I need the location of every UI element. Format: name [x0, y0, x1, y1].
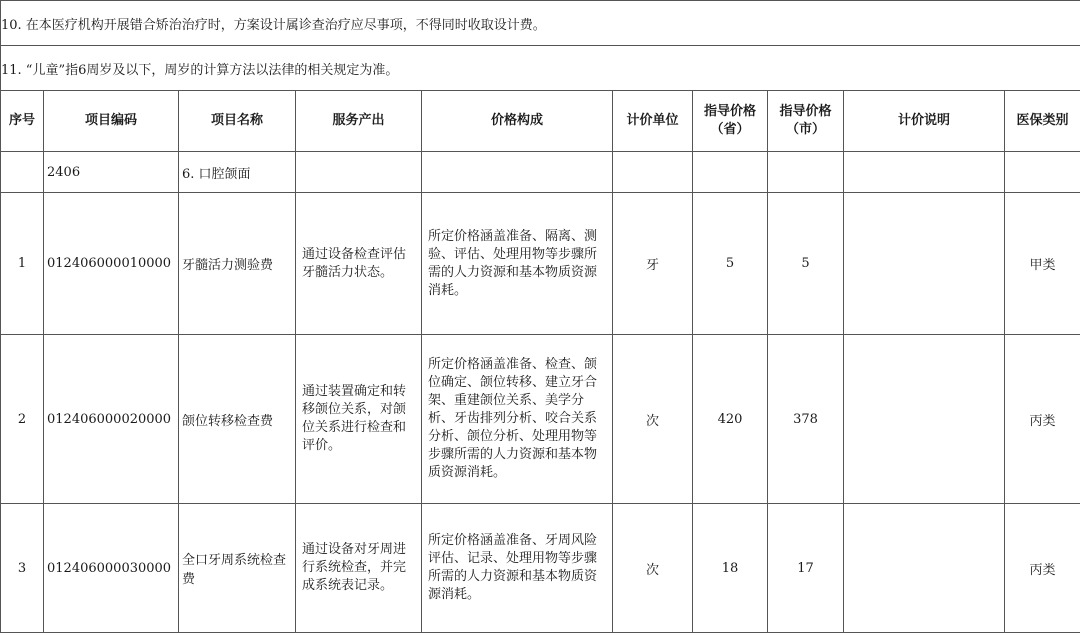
row-seq: 3 [1, 504, 44, 633]
header-code: 项目编码 [44, 91, 179, 152]
category-seq [1, 152, 44, 193]
empty-cell [768, 152, 844, 193]
header-seq: 序号 [1, 91, 44, 152]
row-note [844, 335, 1005, 504]
empty-cell [844, 152, 1005, 193]
row-name: 全口牙周系统检查费 [179, 504, 296, 633]
row-code: 012406000020000 [44, 335, 179, 504]
row-name: 牙髓活力测验费 [179, 193, 296, 335]
category-name: 6. 口腔颌面 [179, 152, 296, 193]
header-row [1, 91, 1080, 152]
header-note: 计价说明 [844, 91, 1005, 152]
header-output: 服务产出 [296, 91, 422, 152]
category-code: 2406 [44, 152, 179, 193]
row-unit: 次 [613, 504, 693, 633]
row-name: 颌位转移检查费 [179, 335, 296, 504]
table-row [1, 335, 1080, 504]
header-insurance: 医保类别 [1005, 91, 1080, 152]
row-insurance: 丙类 [1005, 504, 1080, 633]
row-insurance: 甲类 [1005, 193, 1080, 335]
row-price-province: 5 [693, 193, 768, 335]
row-output: 通过装置确定和转移颌位关系，对颌位关系进行检查和评价。 [296, 335, 422, 504]
header-name: 项目名称 [179, 91, 296, 152]
row-seq: 2 [1, 335, 44, 504]
empty-cell [422, 152, 613, 193]
row-composition: 所定价格涵盖准备、检查、颌位确定、颌位转移、建立牙合架、重建颌位关系、美学分析、牙齿排列分析、咬合关系分析、颌位分析、处理用物等步骤所需的人力资源和基本物质资源消耗。 [422, 335, 613, 504]
table-row [1, 504, 1080, 633]
header-price-province-line1: 指导价格 [693, 103, 767, 121]
note-row [1, 46, 1080, 91]
row-output: 通过设备检查评估牙髓活力状态。 [296, 193, 422, 335]
header-price-city [768, 91, 844, 152]
row-price-city: 17 [768, 504, 844, 633]
header-price-province-line2: （省） [693, 121, 767, 139]
row-unit: 牙 [613, 193, 693, 335]
header-composition: 价格构成 [422, 91, 613, 152]
row-price-city: 5 [768, 193, 844, 335]
header-price-province [693, 91, 768, 152]
row-insurance: 丙类 [1005, 335, 1080, 504]
row-code: 012406000010000 [44, 193, 179, 335]
table-row [1, 193, 1080, 335]
row-output: 通过设备对牙周进行系统检查，并完成系统表记录。 [296, 504, 422, 633]
row-code: 012406000030000 [44, 504, 179, 633]
row-seq: 1 [1, 193, 44, 335]
note-row [1, 1, 1080, 46]
note-10: 10. 在本医疗机构开展错合矫治治疗时，方案设计属诊查治疗应尽事项，不得同时收取设计费。 [1, 1, 1080, 46]
row-unit: 次 [613, 335, 693, 504]
empty-cell [1005, 152, 1080, 193]
row-composition: 所定价格涵盖准备、牙周风险评估、记录、处理用物等步骤所需的人力资源和基本物质资源消耗。 [422, 504, 613, 633]
empty-cell [693, 152, 768, 193]
note-11: 11. “儿童”指6周岁及以下，周岁的计算方法以法律的相关规定为准。 [1, 46, 1080, 91]
category-row [1, 152, 1080, 193]
header-unit: 计价单位 [613, 91, 693, 152]
row-composition: 所定价格涵盖准备、隔离、测验、评估、处理用物等步骤所需的人力资源和基本物质资源消耗。 [422, 193, 613, 335]
row-price-province: 420 [693, 335, 768, 504]
row-note [844, 504, 1005, 633]
empty-cell [296, 152, 422, 193]
empty-cell [613, 152, 693, 193]
row-note [844, 193, 1005, 335]
header-price-city-line2: （市） [768, 121, 843, 139]
header-price-city-line1: 指导价格 [768, 103, 843, 121]
row-price-city: 378 [768, 335, 844, 504]
row-price-province: 18 [693, 504, 768, 633]
